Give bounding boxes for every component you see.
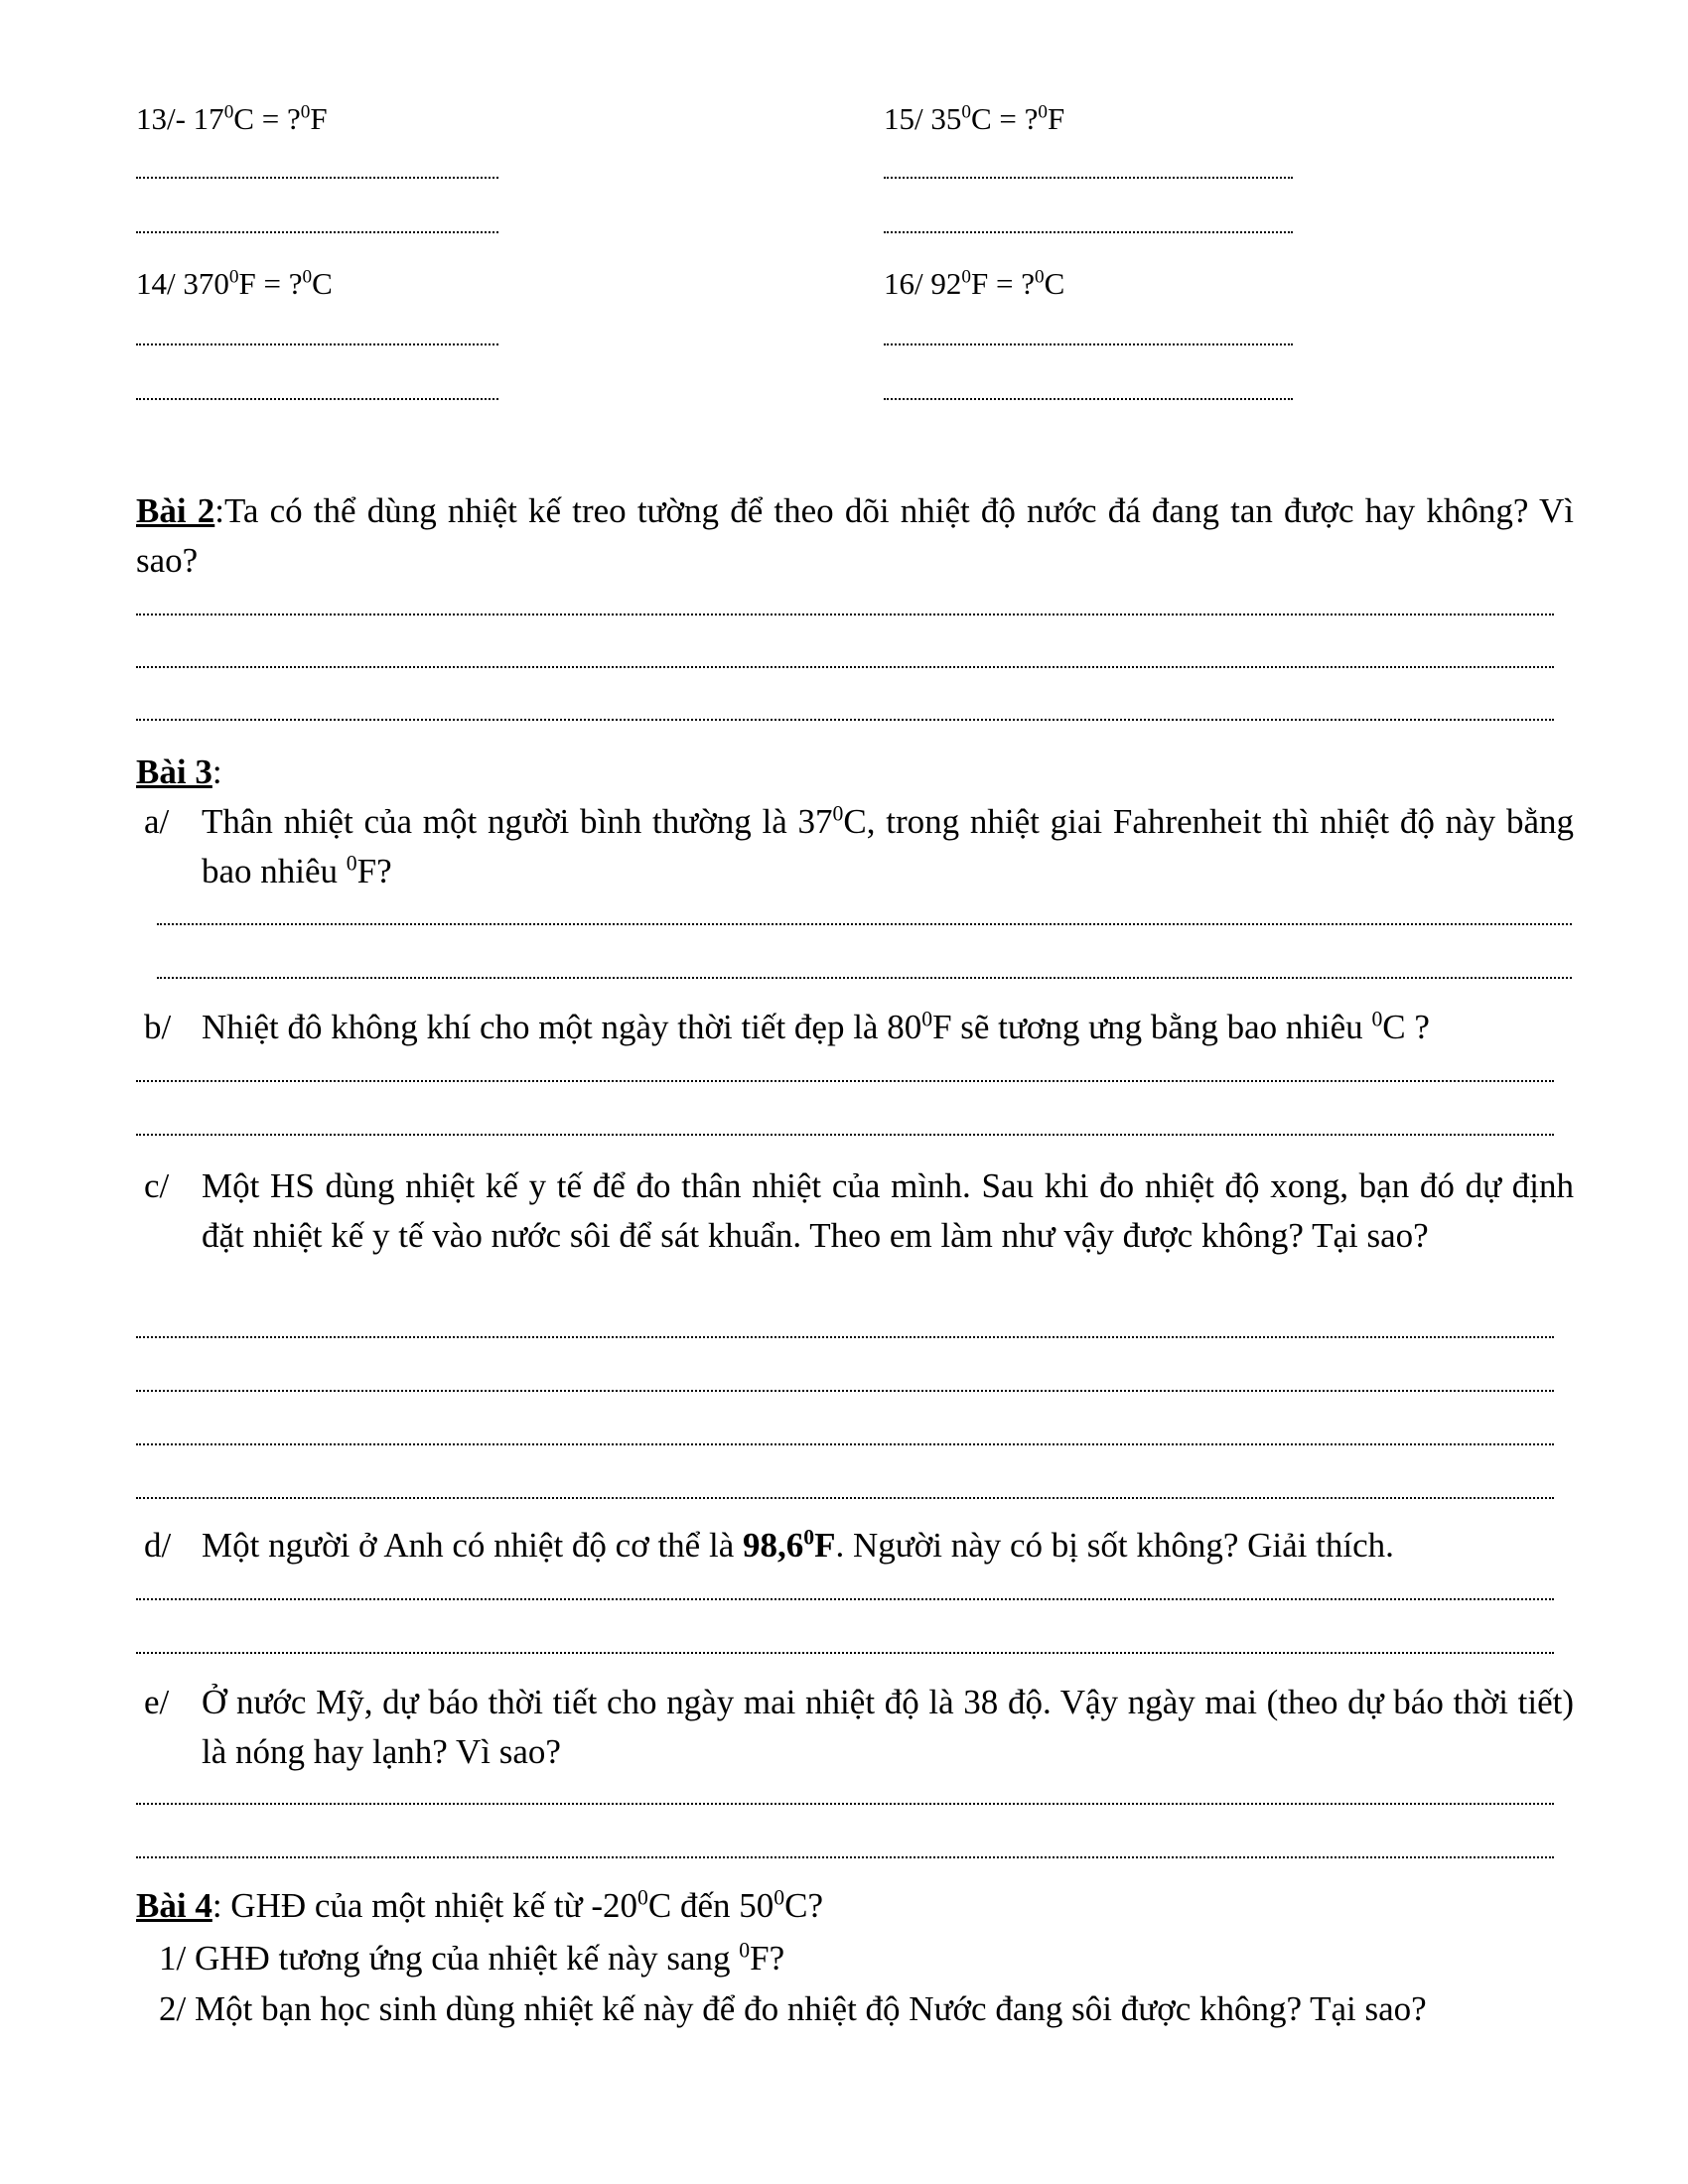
degree-mark: 0 xyxy=(228,266,239,288)
bai4-question-1-text: 1/ GHĐ tương ứng của nhiệt kế này sang xyxy=(159,1939,740,1978)
answer-line[interactable] xyxy=(136,398,498,400)
bai4-question-2 xyxy=(159,1984,1427,2034)
answer-line[interactable] xyxy=(136,231,498,233)
bai3-d-text xyxy=(202,1521,1574,1570)
answer-line[interactable] xyxy=(136,1598,1554,1600)
exercise-15 xyxy=(884,99,1064,139)
exercise-13-from: C = ? xyxy=(233,101,301,136)
answer-line[interactable] xyxy=(136,666,1554,668)
answer-line[interactable] xyxy=(136,1390,1554,1392)
bai3-b-text xyxy=(202,1003,1574,1052)
exercise-14-from: F = ? xyxy=(238,266,303,301)
degree-mark: 0 xyxy=(1038,101,1049,123)
bai3-d xyxy=(144,1521,1574,1570)
answer-line[interactable] xyxy=(136,1443,1554,1445)
bai3-a-text-3: F? xyxy=(356,852,392,890)
bai3-a-text-1: Thân nhiệt của một người bình thường là 37 xyxy=(202,802,833,841)
bai4-question-1 xyxy=(159,1934,784,1983)
degree-mark: 0 xyxy=(637,1885,648,1910)
bai3-c-text: Một HS dùng nhiệt kế y tế để đo thân nhiệt của mình. Sau khi đo nhiệt độ xong, bạn đó dự định đặt nhiệt kế y tế vào nước sôi để sát khuẩn. Theo em làm như vậy được không? Tại sao? xyxy=(202,1166,1574,1255)
answer-line[interactable] xyxy=(157,977,1572,979)
degree-mark: 0 xyxy=(832,801,844,826)
exercise-15-to: F xyxy=(1048,101,1065,136)
answer-line[interactable] xyxy=(157,923,1572,925)
bai3-e xyxy=(144,1678,1574,1777)
bai3-a-text xyxy=(202,797,1574,896)
exercise-16-to: C xyxy=(1044,266,1065,301)
exercise-13-to: F xyxy=(310,101,328,136)
bai2-question xyxy=(136,486,1574,586)
bai4-text-3: C? xyxy=(784,1886,823,1925)
bai3-a-label: a/ xyxy=(144,802,170,841)
answer-line[interactable] xyxy=(136,1134,1554,1136)
bai3-title: Bài 3 xyxy=(136,752,212,791)
bai4-text-2: C đến 50 xyxy=(647,1886,774,1925)
exercise-14-value: 14/ 370 xyxy=(136,266,229,301)
answer-line[interactable] xyxy=(136,1080,1554,1082)
bai3-c-label: c/ xyxy=(144,1166,170,1205)
answer-line[interactable] xyxy=(136,1497,1554,1499)
degree-mark: 0 xyxy=(302,266,313,288)
bai3-b-text-2: F sẽ tương ưng bằng bao nhiêu xyxy=(932,1008,1372,1046)
degree-mark: 0 xyxy=(803,1525,815,1550)
exercise-13-value: 13/- 17 xyxy=(136,101,224,136)
bai2-title: Bài 2 xyxy=(136,491,215,530)
degree-mark: 0 xyxy=(1034,266,1045,288)
answer-line[interactable] xyxy=(136,1652,1554,1654)
degree-mark: 0 xyxy=(921,1007,933,1031)
degree-mark: 0 xyxy=(1371,1007,1383,1031)
bai3-b-text-3: C ? xyxy=(1382,1008,1430,1046)
answer-line[interactable] xyxy=(884,177,1293,179)
bai4-title: Bài 4 xyxy=(136,1886,212,1925)
answer-line[interactable] xyxy=(136,1803,1554,1805)
answer-line[interactable] xyxy=(884,231,1293,233)
answer-line[interactable] xyxy=(136,1856,1554,1858)
bai4-question-2-text: 2/ Một bạn học sinh dùng nhiệt kế này để đo nhiệt độ Nước đang sôi được không? Tại sao? xyxy=(159,1989,1427,2028)
bai4-text-1: : GHĐ của một nhiệt kế từ -20 xyxy=(211,1886,638,1925)
exercise-15-value: 15/ 35 xyxy=(884,101,962,136)
exercise-16-from: F = ? xyxy=(970,266,1035,301)
bai3-a xyxy=(144,797,1574,896)
bai3-b xyxy=(144,1003,1574,1052)
bai3-b-text-1: Nhiệt đô không khí cho một ngày thời tiết đẹp là 80 xyxy=(202,1008,922,1046)
exercise-14-to: C xyxy=(312,266,333,301)
answer-line[interactable] xyxy=(884,343,1293,345)
answer-line[interactable] xyxy=(884,398,1293,400)
bai2-text: :Ta có thể dùng nhiệt kế treo tường để theo dõi nhiệt độ nước đá đang tan được hay không? Vì sao? xyxy=(136,491,1574,580)
exercise-16 xyxy=(884,264,1064,304)
degree-mark: 0 xyxy=(961,101,971,123)
bai3-d-label: d/ xyxy=(144,1526,172,1565)
exercise-13 xyxy=(136,99,328,139)
bai3-b-label: b/ xyxy=(144,1008,172,1046)
answer-line[interactable] xyxy=(136,343,498,345)
degree-mark: 0 xyxy=(300,101,311,123)
bai3-heading xyxy=(136,748,222,797)
degree-mark: 0 xyxy=(739,1938,751,1963)
bai3-d-text-2: . Người này có bị sốt không? Giải thích. xyxy=(835,1526,1394,1565)
bai3-c xyxy=(144,1161,1574,1310)
bai3-e-text: Ở nước Mỹ, dự báo thời tiết cho ngày mai nhiệt độ là 38 độ. Vậy ngày mai (theo dự báo thời tiết) là nóng hay lạnh? Vì sao? xyxy=(202,1683,1574,1771)
degree-mark: 0 xyxy=(774,1885,785,1910)
bai3-a-text-2: C, trong nhiệt giai Fahrenheit thì nhiệt độ này bằng bao nhiêu xyxy=(202,802,1574,890)
bai3-d-temperature: 98,6 xyxy=(742,1526,804,1565)
exercise-15-from: C = ? xyxy=(970,101,1039,136)
bai4-heading xyxy=(136,1881,823,1931)
answer-line[interactable] xyxy=(136,177,498,179)
degree-mark: 0 xyxy=(961,266,971,288)
bai3-colon: : xyxy=(211,752,222,791)
degree-mark: 0 xyxy=(223,101,234,123)
answer-line[interactable] xyxy=(136,719,1554,721)
bai3-d-unit: F xyxy=(814,1526,836,1565)
bai3-d-text-1: Một người ở Anh có nhiệt độ cơ thể là xyxy=(202,1526,743,1565)
answer-line[interactable] xyxy=(136,1336,1554,1338)
exercise-14 xyxy=(136,264,333,304)
bai3-e-label: e/ xyxy=(144,1683,170,1721)
answer-line[interactable] xyxy=(136,614,1554,615)
exercise-16-value: 16/ 92 xyxy=(884,266,962,301)
bai4-question-1-unit: F? xyxy=(750,1939,785,1978)
degree-mark: 0 xyxy=(346,851,357,876)
